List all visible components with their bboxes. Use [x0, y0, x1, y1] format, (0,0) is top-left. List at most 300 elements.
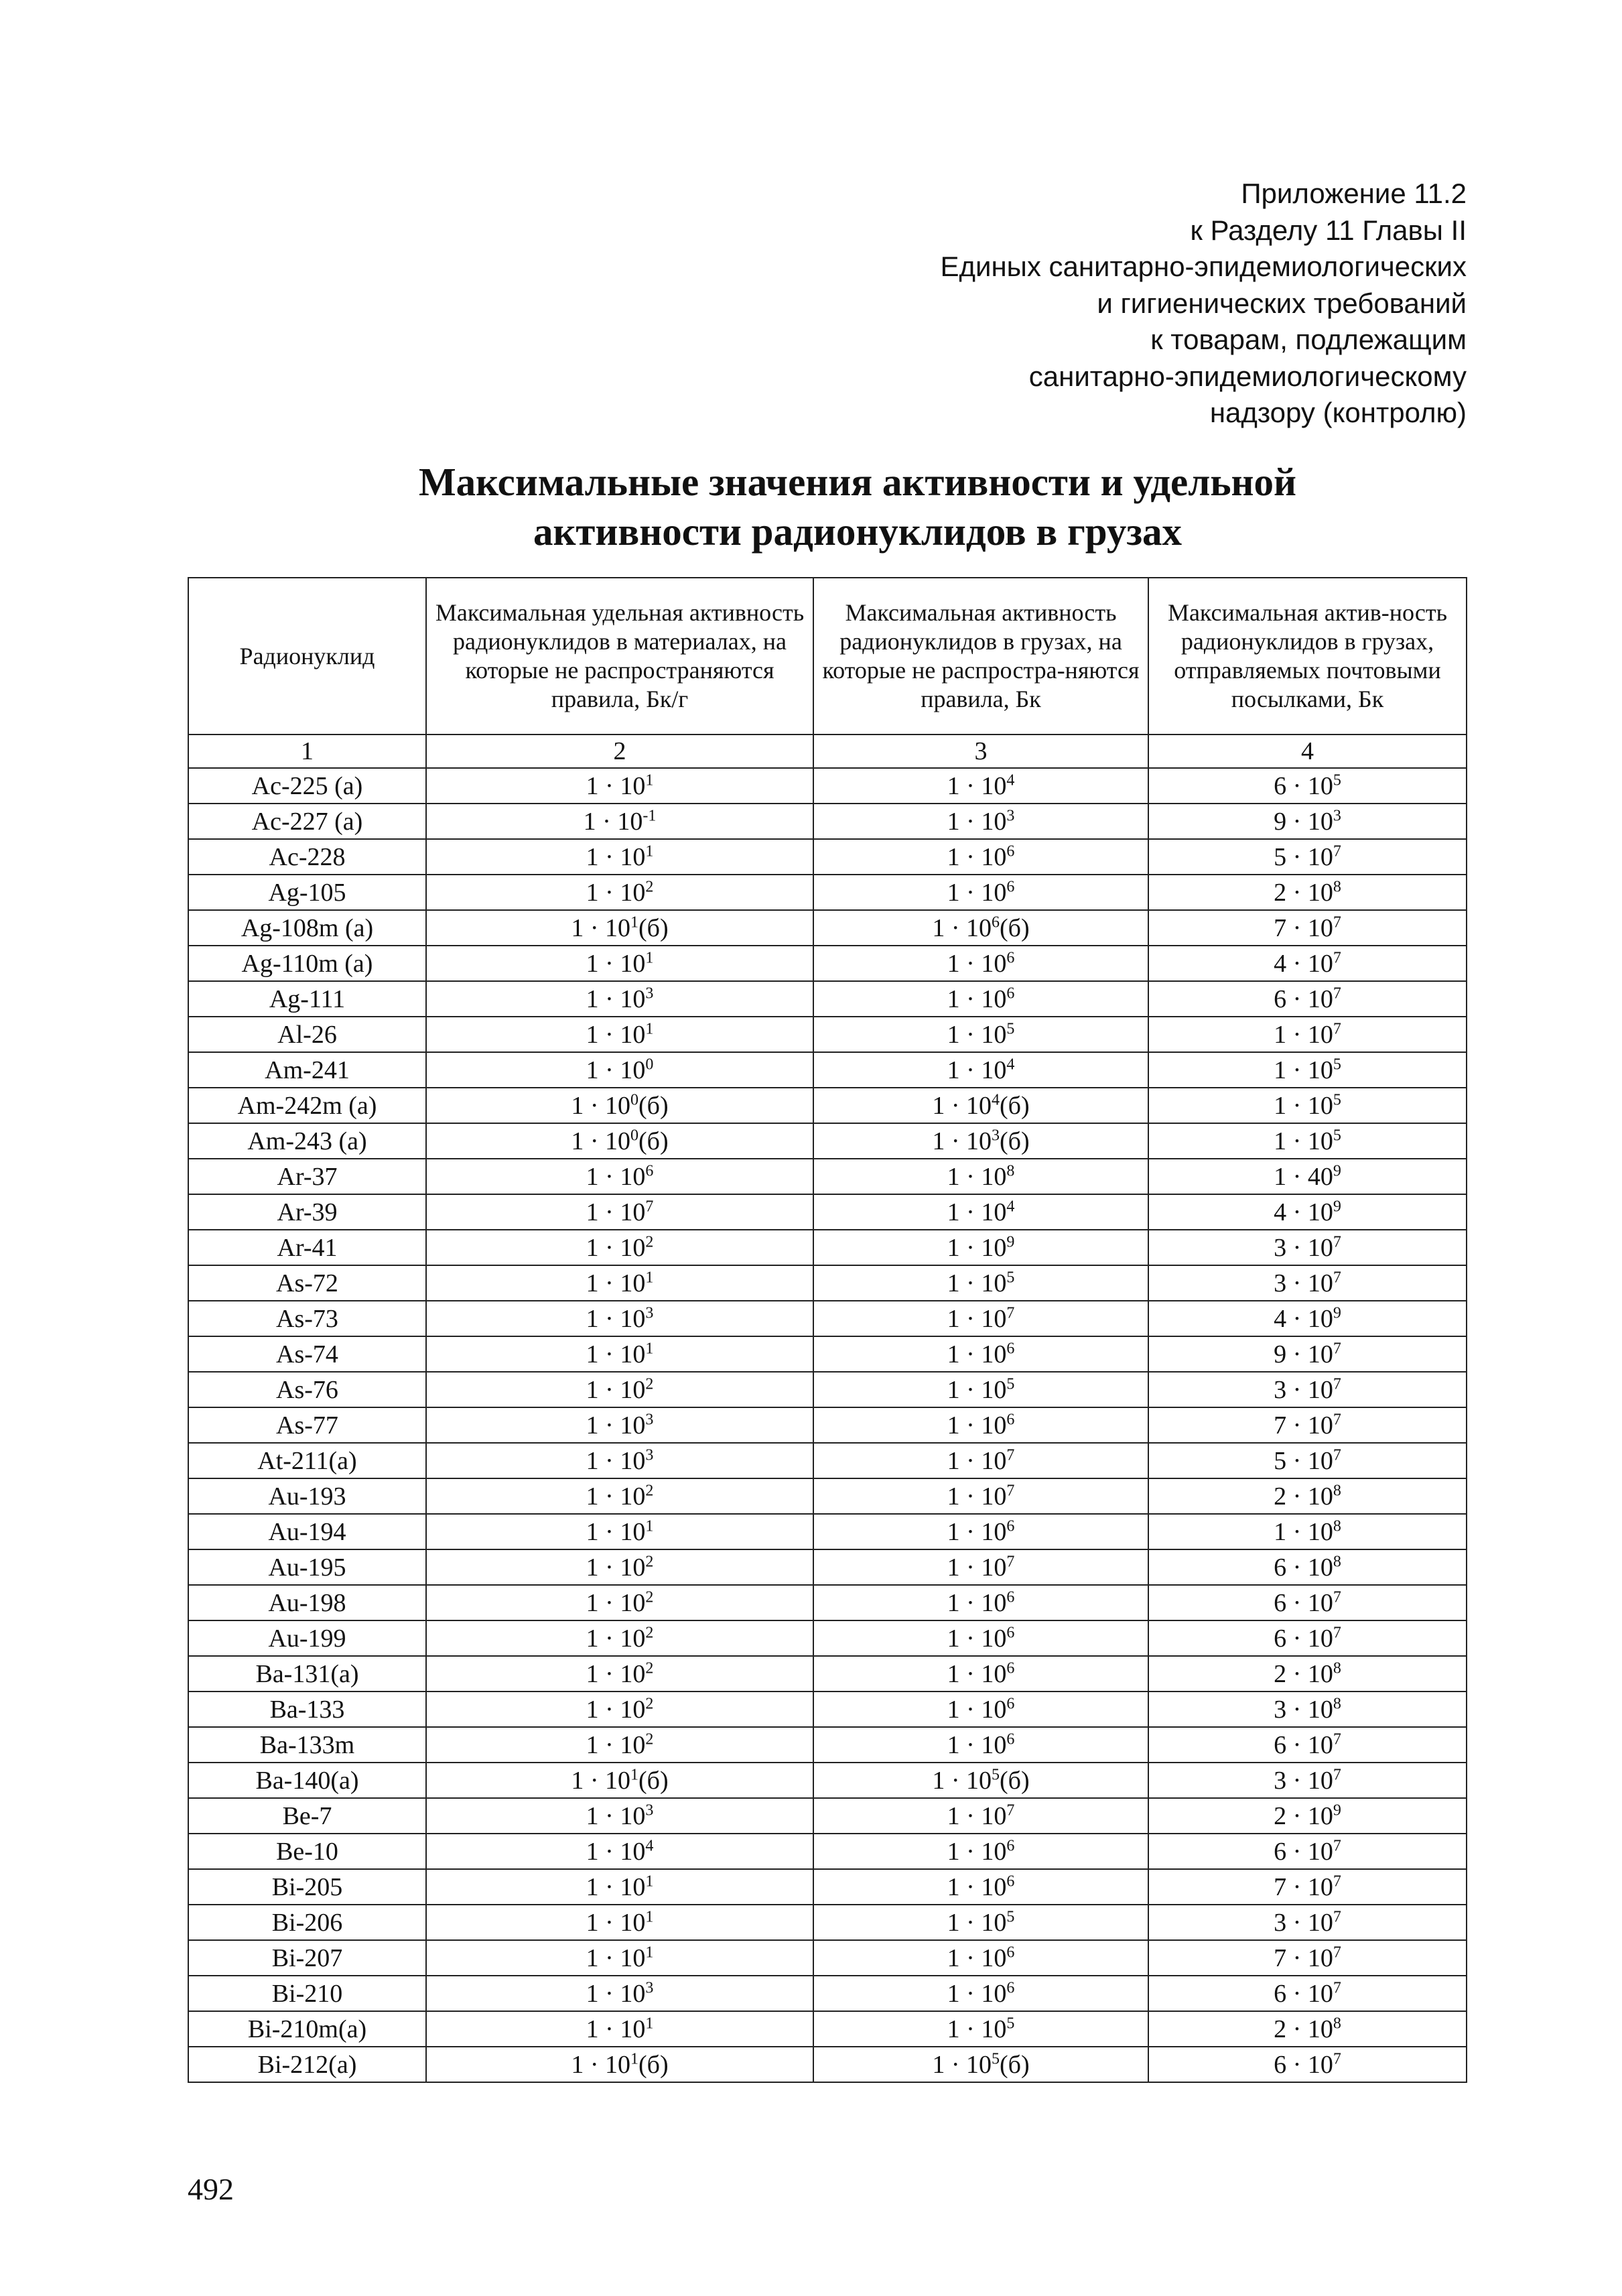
cell-activity-postal: [1148, 1372, 1467, 1407]
value-exponent: 5: [1333, 771, 1341, 789]
table-row: [188, 1265, 1467, 1301]
cell-radionuclide: Ag-110m (a): [188, 946, 426, 981]
value-mantissa: 1 · 10: [947, 1056, 1007, 1084]
appendix-line: к товарам, подлежащим: [1150, 324, 1467, 355]
value-exponent: 6: [1006, 1623, 1015, 1641]
value-mantissa: 1 · 10: [947, 1624, 1007, 1653]
cell-activity-postal: [1148, 1478, 1467, 1514]
value-exponent: 3: [645, 1410, 654, 1428]
cell-activity-in-cargo: [813, 768, 1148, 804]
value-note: (б): [1000, 1766, 1030, 1795]
cell-specific-activity: [426, 1301, 813, 1336]
value-exponent: 7: [1333, 1446, 1341, 1464]
value-mantissa: 1 · 10: [586, 1269, 646, 1297]
table-row: [188, 1088, 1467, 1123]
document-title: [188, 457, 1528, 556]
value-exponent: 1: [645, 1339, 654, 1357]
value-note: (б): [1000, 2050, 1030, 2079]
value-mantissa: 1 · 10: [571, 2050, 630, 2079]
value-exponent: 7: [1006, 1481, 1015, 1499]
value-mantissa: 1 · 10: [947, 1411, 1007, 1440]
cell-specific-activity: [426, 1265, 813, 1301]
appendix-line: санитарно-эпидемиологическому: [1028, 360, 1467, 392]
value-mantissa: 1 · 10: [947, 1588, 1007, 1617]
cell-specific-activity: [426, 2011, 813, 2047]
cell-activity-postal: [1148, 1088, 1467, 1123]
table-row: [188, 1123, 1467, 1159]
value-mantissa: 7 · 10: [1274, 1872, 1333, 1901]
value-exponent: 8: [1333, 2014, 1341, 2032]
value-mantissa: 1 · 10: [947, 1162, 1007, 1191]
value-exponent: 5: [1333, 1126, 1341, 1144]
value-mantissa: 1 · 10: [586, 1801, 646, 1830]
cell-activity-in-cargo: [813, 1940, 1148, 1976]
value-exponent: 1: [645, 1268, 654, 1286]
value-exponent: 2: [645, 877, 654, 895]
cell-activity-in-cargo: [813, 1514, 1148, 1549]
cell-activity-postal: [1148, 1407, 1467, 1443]
value-note: (б): [638, 1766, 669, 1795]
cell-activity-in-cargo: [813, 981, 1148, 1017]
value-mantissa: 1 · 10: [947, 2015, 1007, 2043]
cell-specific-activity: [426, 1407, 813, 1443]
value-mantissa: 1 · 10: [932, 1766, 992, 1795]
value-mantissa: 4 · 10: [1274, 1304, 1333, 1333]
value-exponent: 3: [992, 1126, 1000, 1144]
cell-specific-activity: [426, 1727, 813, 1763]
value-exponent: 7: [1333, 1943, 1341, 1961]
value-note: (б): [638, 1091, 669, 1120]
cell-radionuclide: Am-242m (a): [188, 1088, 426, 1123]
table-row: [188, 1230, 1467, 1265]
cell-radionuclide: Bi-206: [188, 1905, 426, 1940]
value-mantissa: 1 · 40: [1274, 1162, 1333, 1191]
value-mantissa: 7 · 10: [1274, 913, 1333, 942]
cell-radionuclide: Ag-111: [188, 981, 426, 1017]
value-exponent: 7: [1006, 1801, 1015, 1819]
value-mantissa: 1 · 10: [586, 1517, 646, 1546]
table-row: [188, 1763, 1467, 1798]
cell-specific-activity: [426, 1763, 813, 1798]
cell-radionuclide: Bi-210: [188, 1976, 426, 2011]
value-exponent: -1: [643, 806, 657, 824]
cell-radionuclide: Be-7: [188, 1798, 426, 1834]
cell-activity-postal: [1148, 2047, 1467, 2082]
value-exponent: 8: [1333, 877, 1341, 895]
value-mantissa: 2 · 10: [1274, 1659, 1333, 1688]
value-mantissa: 4 · 10: [1274, 1198, 1333, 1226]
cell-specific-activity: [426, 981, 813, 1017]
cell-specific-activity: [426, 1692, 813, 1727]
cell-activity-postal: [1148, 1194, 1467, 1230]
table-row: [188, 1052, 1467, 1088]
value-mantissa: 1 · 10: [1274, 1091, 1333, 1120]
value-mantissa: 1 · 10: [571, 1766, 630, 1795]
page-number: 492: [188, 2172, 234, 2206]
cell-activity-in-cargo: [813, 1976, 1148, 2011]
cell-specific-activity: [426, 1869, 813, 1905]
value-mantissa: 1 · 10: [586, 1588, 646, 1617]
value-exponent: 8: [1333, 1517, 1341, 1535]
cell-activity-postal: [1148, 839, 1467, 875]
value-mantissa: 1 · 10: [586, 1695, 646, 1724]
value-exponent: 9: [1006, 1232, 1015, 1251]
value-exponent: 2: [645, 1730, 654, 1748]
value-exponent: 7: [1333, 1268, 1341, 1286]
value-exponent: 7: [1333, 1872, 1341, 1890]
cell-activity-postal: [1148, 1443, 1467, 1478]
value-exponent: 7: [1006, 1552, 1015, 1570]
value-mantissa: 1 · 10: [947, 1304, 1007, 1333]
value-mantissa: 1 · 10: [947, 1198, 1007, 1226]
value-exponent: 6: [1006, 1694, 1015, 1712]
document-title-line-2: активности радионуклидов в грузах: [533, 509, 1182, 554]
cell-activity-in-cargo: [813, 946, 1148, 981]
value-exponent: 8: [1006, 1161, 1015, 1179]
cell-activity-in-cargo: [813, 1123, 1148, 1159]
cell-activity-in-cargo: [813, 875, 1148, 910]
value-mantissa: 3 · 10: [1274, 1766, 1333, 1795]
value-mantissa: 1 · 10: [586, 1979, 646, 2008]
value-mantissa: 1 · 10: [586, 1908, 646, 1937]
value-note: (б): [1000, 1127, 1030, 1155]
cell-specific-activity: [426, 1159, 813, 1194]
cell-specific-activity: [426, 839, 813, 875]
cell-radionuclide: Ar-39: [188, 1194, 426, 1230]
value-mantissa: 1 · 10: [947, 1979, 1007, 2008]
table-row: [188, 1407, 1467, 1443]
value-mantissa: 1 · 10: [947, 1801, 1007, 1830]
cell-specific-activity: [426, 768, 813, 804]
cell-activity-in-cargo: [813, 1052, 1148, 1088]
value-mantissa: 1 · 10: [571, 913, 630, 942]
cell-specific-activity: [426, 804, 813, 839]
cell-activity-in-cargo: [813, 1869, 1148, 1905]
value-exponent: 0: [630, 1126, 638, 1144]
cell-activity-in-cargo: [813, 1194, 1148, 1230]
cell-activity-postal: [1148, 1798, 1467, 1834]
table-row: [188, 1798, 1467, 1834]
value-mantissa: 1 · 10: [947, 1837, 1007, 1866]
value-mantissa: 1 · 10: [947, 878, 1007, 907]
value-exponent: 1: [645, 842, 654, 860]
value-mantissa: 1 · 10: [947, 771, 1007, 800]
value-mantissa: 9 · 10: [1274, 1340, 1333, 1368]
value-mantissa: 1 · 10: [932, 1091, 992, 1120]
cell-radionuclide: Bi-212(a): [188, 2047, 426, 2082]
cell-radionuclide: Ac-228: [188, 839, 426, 875]
value-exponent: 7: [1333, 1375, 1341, 1393]
value-note: (б): [638, 1127, 669, 1155]
value-exponent: 7: [1333, 1978, 1341, 1996]
cell-activity-in-cargo: [813, 1372, 1148, 1407]
table-row: [188, 1443, 1467, 1478]
value-mantissa: 6 · 10: [1274, 1837, 1333, 1866]
cell-radionuclide: Ar-41: [188, 1230, 426, 1265]
value-exponent: 7: [1333, 1588, 1341, 1606]
value-exponent: 6: [1006, 1659, 1015, 1677]
value-mantissa: 5 · 10: [1274, 1446, 1333, 1475]
value-mantissa: 7 · 10: [1274, 1411, 1333, 1440]
value-exponent: 1: [630, 913, 638, 931]
value-mantissa: 1 · 10: [586, 1553, 646, 1582]
cell-specific-activity: [426, 1976, 813, 2011]
value-mantissa: 1 · 10: [586, 1624, 646, 1653]
table-row: [188, 1478, 1467, 1514]
cell-activity-in-cargo: [813, 1656, 1148, 1692]
value-exponent: 6: [1006, 1872, 1015, 1890]
value-exponent: 5: [992, 2049, 1000, 2067]
value-mantissa: 4 · 10: [1274, 949, 1333, 978]
header-activity-postal: Максимальная актив-ность радионуклидов в грузах, отправляемых почтовыми посылками, Бк: [1148, 578, 1467, 735]
value-exponent: 7: [1333, 1339, 1341, 1357]
cell-specific-activity: [426, 910, 813, 946]
cell-radionuclide: Am-241: [188, 1052, 426, 1088]
cell-activity-in-cargo: [813, 2047, 1148, 2082]
cell-activity-in-cargo: [813, 1549, 1148, 1585]
value-mantissa: 1 · 10: [947, 807, 1007, 836]
value-exponent: 7: [645, 1197, 654, 1215]
table-row: [188, 1017, 1467, 1052]
value-mantissa: 5 · 10: [1274, 842, 1333, 871]
value-mantissa: 1 · 10: [586, 2015, 646, 2043]
table-row: [188, 2047, 1467, 2082]
value-mantissa: 2 · 10: [1274, 1801, 1333, 1830]
cell-specific-activity: [426, 1798, 813, 1834]
cell-specific-activity: [426, 1620, 813, 1656]
value-exponent: 1: [645, 1019, 654, 1037]
cell-activity-postal: [1148, 1514, 1467, 1549]
cell-activity-postal: [1148, 1656, 1467, 1692]
value-exponent: 4: [1006, 771, 1015, 789]
table-row: [188, 946, 1467, 981]
appendix-line: и гигиенических требований: [1097, 287, 1467, 319]
value-exponent: 5: [992, 1765, 1000, 1783]
value-mantissa: 3 · 10: [1274, 1233, 1333, 1262]
cell-activity-postal: [1148, 768, 1467, 804]
value-mantissa: 1 · 10: [586, 1943, 646, 1972]
cell-activity-postal: [1148, 1834, 1467, 1869]
header-specific-activity: Максимальная удельная активность радионуклидов в материалах, на которые не распространяются правила, Бк/г: [426, 578, 813, 735]
value-mantissa: 6 · 10: [1274, 1588, 1333, 1617]
table-row: [188, 1940, 1467, 1976]
cell-activity-in-cargo: [813, 1265, 1148, 1301]
value-mantissa: 1 · 10: [586, 878, 646, 907]
table-row: [188, 1372, 1467, 1407]
table-row: [188, 1194, 1467, 1230]
value-exponent: 5: [1006, 1268, 1015, 1286]
value-mantissa: 1 · 10: [571, 1091, 630, 1120]
cell-specific-activity: [426, 1230, 813, 1265]
value-mantissa: 1 · 10: [947, 842, 1007, 871]
cell-specific-activity: [426, 1443, 813, 1478]
table-row: [188, 1336, 1467, 1372]
value-mantissa: 1 · 10: [586, 1233, 646, 1262]
cell-activity-in-cargo: [813, 1230, 1148, 1265]
table-row: [188, 1834, 1467, 1869]
value-mantissa: 9 · 10: [1274, 807, 1333, 836]
cell-activity-in-cargo: [813, 1905, 1148, 1940]
cell-radionuclide: Al-26: [188, 1017, 426, 1052]
cell-activity-in-cargo: [813, 1336, 1148, 1372]
table-row: [188, 768, 1467, 804]
value-mantissa: 1 · 10: [586, 1659, 646, 1688]
cell-activity-postal: [1148, 1905, 1467, 1940]
cell-radionuclide: Au-199: [188, 1620, 426, 1656]
value-exponent: 1: [645, 1872, 654, 1890]
value-exponent: 3: [645, 1978, 654, 1996]
value-exponent: 1: [645, 771, 654, 789]
value-exponent: 6: [1006, 984, 1015, 1002]
value-exponent: 4: [645, 1836, 654, 1854]
cell-activity-postal: [1148, 1549, 1467, 1585]
cell-activity-in-cargo: [813, 1478, 1148, 1514]
value-exponent: 7: [1333, 1836, 1341, 1854]
appendix-heading: [663, 176, 1467, 432]
value-mantissa: 1 · 10: [947, 949, 1007, 978]
value-mantissa: 1 · 10: [586, 1482, 646, 1511]
value-mantissa: 1 · 10: [586, 949, 646, 978]
value-mantissa: 2 · 10: [1274, 878, 1333, 907]
value-exponent: 1: [645, 1907, 654, 1925]
cell-activity-in-cargo: [813, 1407, 1148, 1443]
value-mantissa: 1 · 10: [947, 1943, 1007, 1972]
value-exponent: 3: [1333, 806, 1341, 824]
value-exponent: 9: [1333, 1303, 1341, 1322]
value-exponent: 6: [1006, 1517, 1015, 1535]
table-row: [188, 1656, 1467, 1692]
value-note: (б): [638, 2050, 669, 2079]
value-exponent: 2: [645, 1623, 654, 1641]
value-mantissa: 6 · 10: [1274, 1979, 1333, 2008]
cell-activity-postal: [1148, 1336, 1467, 1372]
value-exponent: 4: [992, 1090, 1000, 1108]
table-row: [188, 1514, 1467, 1549]
value-exponent: 7: [1333, 984, 1341, 1002]
cell-activity-postal: [1148, 1976, 1467, 2011]
value-note: (б): [1000, 1091, 1030, 1120]
value-exponent: 3: [645, 1303, 654, 1322]
appendix-line: надзору (контролю): [1209, 397, 1467, 428]
cell-radionuclide: Am-243 (a): [188, 1123, 426, 1159]
cell-activity-in-cargo: [813, 1088, 1148, 1123]
value-exponent: 6: [1006, 1943, 1015, 1961]
value-exponent: 3: [1006, 806, 1015, 824]
value-mantissa: 1 · 10: [1274, 1020, 1333, 1049]
value-mantissa: 1 · 10: [586, 1446, 646, 1475]
cell-activity-postal: [1148, 875, 1467, 910]
value-exponent: 2: [645, 1232, 654, 1251]
cell-activity-postal: [1148, 1585, 1467, 1620]
header-radionuclide: Радионуклид: [188, 578, 426, 735]
value-mantissa: 1 · 10: [586, 1411, 646, 1440]
cell-specific-activity: [426, 1940, 813, 1976]
table-row: [188, 910, 1467, 946]
value-exponent: 5: [1006, 1019, 1015, 1037]
value-exponent: 8: [1333, 1659, 1341, 1677]
value-mantissa: 1 · 10: [586, 771, 646, 800]
value-mantissa: 1 · 10: [586, 1198, 646, 1226]
value-exponent: 7: [1333, 948, 1341, 966]
value-exponent: 5: [1333, 1055, 1341, 1073]
header-activity-in-cargo: Максимальная активность радионуклидов в грузах, на которые не распростра-няются правила, Бк: [813, 578, 1148, 735]
value-mantissa: 1 · 10: [1274, 1056, 1333, 1084]
value-exponent: 6: [1006, 1836, 1015, 1854]
value-exponent: 6: [1006, 948, 1015, 966]
cell-activity-postal: [1148, 1940, 1467, 1976]
cell-activity-in-cargo: [813, 1798, 1148, 1834]
value-mantissa: 6 · 10: [1274, 2050, 1333, 2079]
value-mantissa: 1 · 10: [586, 1340, 646, 1368]
cell-activity-in-cargo: [813, 1727, 1148, 1763]
value-exponent: 6: [1006, 877, 1015, 895]
value-exponent: 6: [645, 1161, 654, 1179]
value-exponent: 9: [1333, 1801, 1341, 1819]
cell-radionuclide: Ag-105: [188, 875, 426, 910]
value-exponent: 2: [645, 1481, 654, 1499]
cell-specific-activity: [426, 2047, 813, 2082]
cell-activity-postal: [1148, 1301, 1467, 1336]
value-mantissa: 1 · 10: [586, 1304, 646, 1333]
cell-activity-in-cargo: [813, 1834, 1148, 1869]
value-exponent: 1: [645, 1943, 654, 1961]
value-mantissa: 1 · 10: [947, 1908, 1007, 1937]
cell-activity-postal: [1148, 1017, 1467, 1052]
cell-radionuclide: Ac-227 (a): [188, 804, 426, 839]
table-row: [188, 1620, 1467, 1656]
value-exponent: 7: [1333, 1765, 1341, 1783]
value-exponent: 3: [645, 1801, 654, 1819]
value-mantissa: 1 · 10: [571, 1127, 630, 1155]
document-title-line-1: Максимальные значения активности и удельной: [418, 460, 1297, 504]
cell-activity-postal: [1148, 1692, 1467, 1727]
value-mantissa: 1 · 10: [947, 1340, 1007, 1368]
value-exponent: 5: [1006, 1375, 1015, 1393]
cell-activity-in-cargo: [813, 1585, 1148, 1620]
value-mantissa: 1 · 10: [586, 1872, 646, 1901]
cell-specific-activity: [426, 1123, 813, 1159]
value-exponent: 0: [645, 1055, 654, 1073]
value-exponent: 6: [1006, 1339, 1015, 1357]
cell-activity-postal: [1148, 1869, 1467, 1905]
cell-activity-postal: [1148, 1620, 1467, 1656]
cell-specific-activity: [426, 1478, 813, 1514]
cell-activity-in-cargo: [813, 1763, 1148, 1798]
value-exponent: 7: [1333, 1730, 1341, 1748]
value-mantissa: 1 · 10: [932, 1127, 992, 1155]
cell-radionuclide: Ba-133: [188, 1692, 426, 1727]
cell-activity-in-cargo: [813, 1443, 1148, 1478]
value-mantissa: 6 · 10: [1274, 1553, 1333, 1582]
value-mantissa: 1 · 10: [932, 913, 992, 942]
cell-radionuclide: Ba-140(a): [188, 1763, 426, 1798]
value-exponent: 5: [1006, 1907, 1015, 1925]
value-mantissa: 2 · 10: [1274, 2015, 1333, 2043]
value-exponent: 2: [645, 1659, 654, 1677]
cell-activity-postal: [1148, 2011, 1467, 2047]
value-exponent: 4: [1006, 1055, 1015, 1073]
value-mantissa: 3 · 10: [1274, 1375, 1333, 1404]
value-exponent: 6: [1006, 1588, 1015, 1606]
value-mantissa: 7 · 10: [1274, 1943, 1333, 1972]
cell-specific-activity: [426, 1052, 813, 1088]
value-exponent: 7: [1333, 1019, 1341, 1037]
value-exponent: 7: [1006, 1303, 1015, 1322]
cell-activity-postal: [1148, 804, 1467, 839]
table-header-row: [188, 578, 1467, 735]
table-row: [188, 804, 1467, 839]
cell-activity-in-cargo: [813, 1159, 1148, 1194]
